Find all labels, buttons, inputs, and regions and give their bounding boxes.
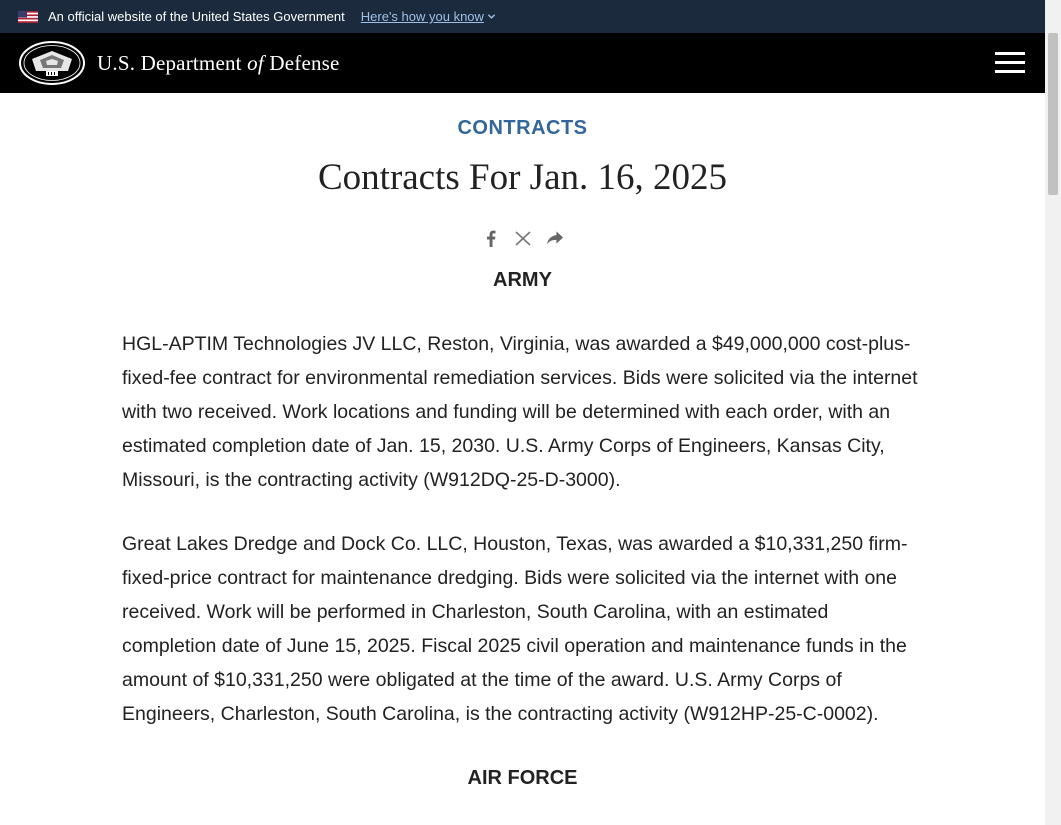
pentagon-seal-logo[interactable] (18, 40, 86, 86)
site-header (0, 33, 1045, 93)
main-content (0, 93, 1045, 825)
share-bar (0, 227, 1045, 249)
department-name[interactable] (97, 51, 340, 76)
contract-paragraph: Great Lakes Dredge and Dock Co. LLC, Houston, Texas, was awarded a $10,331,250 firm-fixed-price contract for maintenance dredging. Bids were solicited via the internet with one received. Work will be performed in Charleston, South Carolina, with an estimated completion date of June 15, 2025. Fiscal 2025 civil operation and maintenance funds in the amount of $10,331,250 were obligated at the time of the award. U.S. Army Corps of Engineers, Charleston, South Carolina, is the contracting activity (W912HP-25-C-0002). (122, 533, 908, 725)
section-heading-air-force: AIR FORCE (467, 767, 578, 789)
menu-hamburger-icon[interactable] (995, 52, 1025, 74)
official-site-text: An official website of the United States Government (48, 9, 345, 24)
dept-name-suffix: Defense (263, 50, 340, 75)
page-title: Contracts For Jan. 16, 2025 (317, 157, 728, 198)
how-you-know-link[interactable]: Here's how you know (360, 9, 484, 24)
gov-banner (0, 0, 1045, 33)
facebook-icon[interactable] (482, 227, 500, 249)
contract-paragraph: HGL-APTIM Technologies JV LLC, Reston, Virginia, was awarded a $49,000,000 cost-plus-fixed-fee contract for environmental remediation services. Bids were solicited via the internet with two received. Work locations and funding will be determined with each order, with an estimated completion date of Jan. 15, 2030. U.S. Army Corps of Engineers, Kansas City, Missouri, is the contracting activity (W912DQ-25-D-3000). (122, 333, 918, 491)
x-icon[interactable] (514, 227, 532, 249)
chevron-down-icon[interactable] (487, 12, 496, 21)
dept-name-of: of (247, 50, 264, 75)
page-scrollbar[interactable] (1045, 0, 1061, 825)
article-category[interactable]: CONTRACTS (457, 117, 588, 139)
us-flag-icon (18, 11, 38, 23)
scrollbar-thumb[interactable] (1048, 33, 1058, 195)
share-icon[interactable] (546, 227, 564, 249)
dept-name-prefix: U.S. Department (97, 50, 248, 75)
section-heading-army: ARMY (493, 269, 552, 291)
